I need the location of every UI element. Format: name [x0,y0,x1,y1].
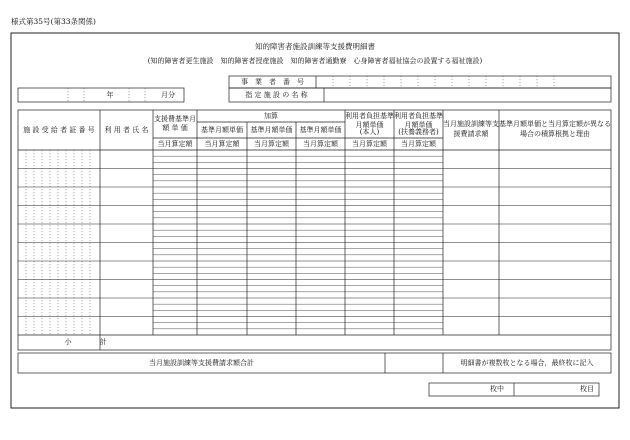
page-title: 知的障害者施設訓練等支援費明細書 [255,42,375,51]
business-number-label: 事 業 者 番 号 [241,77,304,86]
calc-label-6: 当月算定額 [401,139,436,148]
col-user-burden-self-label: 利用者負担基準月額単価 [345,112,394,129]
calc-label-1: 当月算定額 [157,139,193,148]
calc-label-4: 当月算定額 [303,139,338,148]
calc-label-3: 当月算定額 [254,139,289,148]
total-amount-field[interactable] [385,353,443,373]
col-current-month-claim: 当月施設訓練等支援費請求額 [443,120,499,138]
col-user-burden-guardian [394,110,443,138]
facility-name-field[interactable] [324,88,611,102]
col-user-burden-self-note: (本人) [359,127,380,136]
form-number: 様式第35号(第33条関係) [11,17,96,26]
sheet-nth-label: 枚目 [580,385,594,393]
calc-label-2: 当月算定額 [204,139,240,148]
col-addition-base-1: 基準月額単価 [201,125,243,134]
year-label: 年 [106,90,114,99]
col-addition-base-2: 基準月額単価 [250,125,293,134]
col-user-burden-guardian-label: 利用者負担基準月額単価 [394,112,443,129]
col-base-unit-price: 支援費基準月 額 単 価 [154,115,196,132]
multi-sheet-note: 明細書が複数枚となる場合，最終枚に記入 [460,358,594,367]
calc-label-5: 当月算定額 [352,139,387,148]
sheet-mid-label: 枚中 [490,385,504,393]
month-label: 月分 [161,90,175,99]
col-facility-recipient-cert: 施 設 受 給 者 証 番 号 [23,125,95,134]
col-user-name: 利 用 者 氏 名 [104,125,149,134]
business-number-field[interactable] [316,76,611,88]
col-addition-base-3: 基準月額単価 [299,125,342,134]
total-label: 当月施設訓練等支援費請求額合計 [149,358,254,367]
page-subtitle: (知的障害者更生施設 知的障害者授産施設 知的障害者通勤寮 心身障害者福祉協会の設置する福祉施設) [147,57,483,65]
col-difference-reason: 基準月額単価と当月算定額が異なる場合の積算根拠と理由 [499,120,611,138]
facility-name-label: 指 定 施 設 の 名 称 [245,90,308,99]
col-user-burden-self [345,110,394,138]
subtotal-label: 小 計 [64,338,107,346]
col-addition: 加算 [264,111,278,120]
col-user-burden-guardian-note: (扶養義務者) [398,127,439,136]
